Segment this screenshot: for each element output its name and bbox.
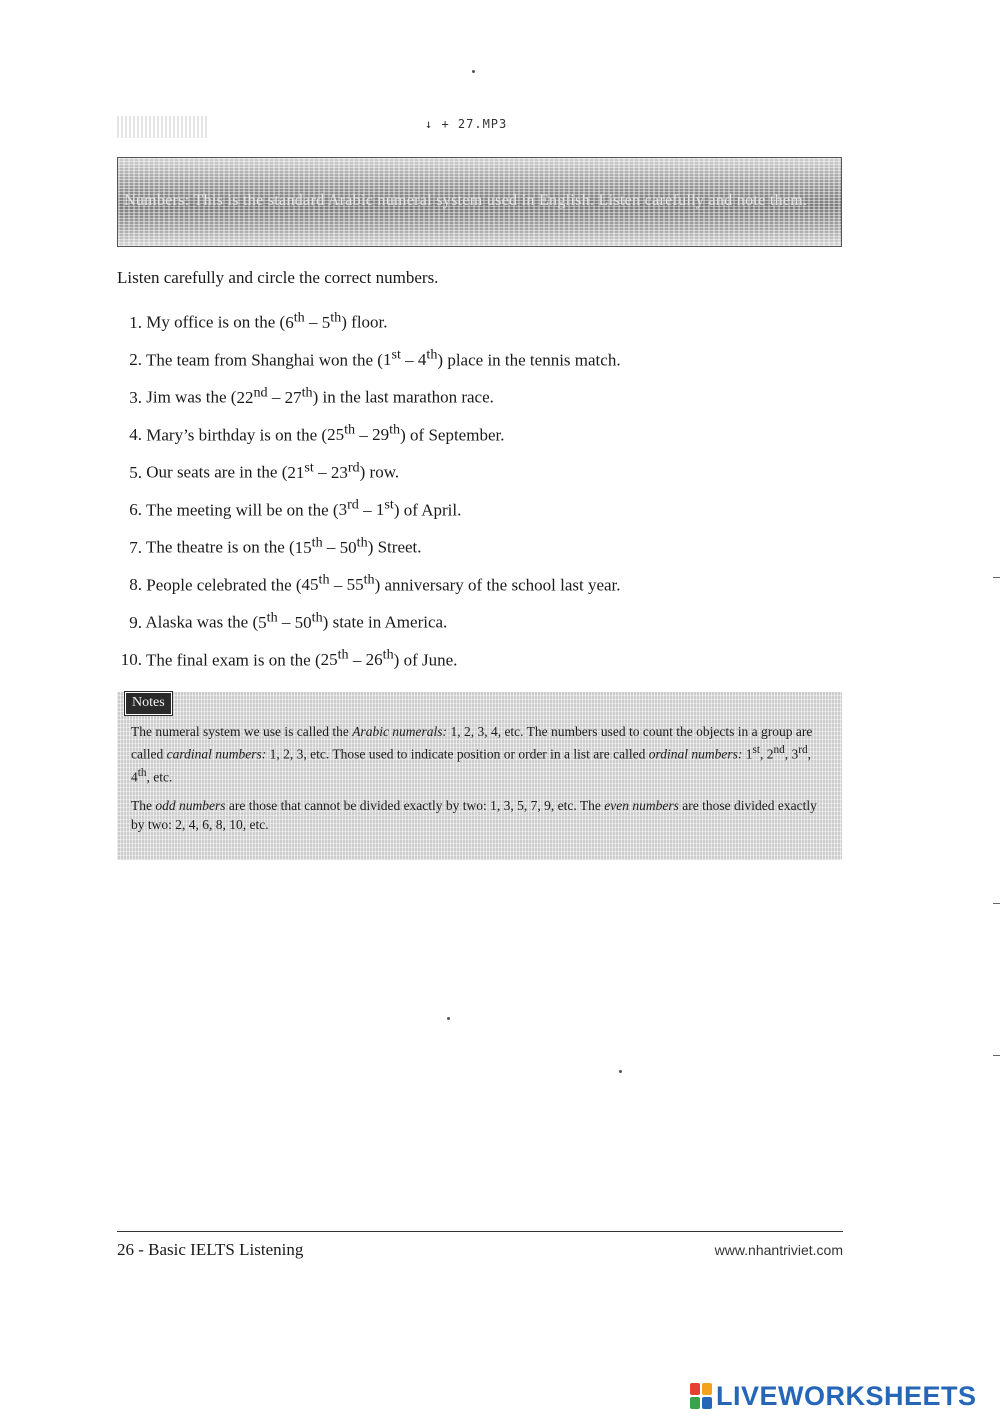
question-item: 1. My office is on the (6th – 5th) floor.	[129, 309, 388, 332]
banner-text: Numbers: This is the standard Arabic numeral system used in English. Listen carefully and note them.	[124, 192, 808, 209]
notes-paragraph: The odd numbers are those that cannot be divided exactly by two: 1, 3, 5, 7, 9, etc. The even numbers are those divided exactly by two: 2, 4, 6, 8, 10, etc.	[131, 798, 817, 832]
question-item: 9. Alaska was the (5th – 50th) state in America.	[129, 609, 448, 632]
scan-speck	[993, 1055, 1000, 1056]
option-b[interactable]: 26th	[365, 646, 394, 670]
option-b[interactable]: 5th	[321, 309, 342, 332]
scan-speck	[472, 70, 475, 73]
audio-track-label: ↓ + 27.MP3	[425, 117, 508, 131]
option-b[interactable]: 27th	[284, 384, 313, 407]
footer-page-info	[117, 1240, 303, 1260]
liveworksheets-brand[interactable]	[690, 1382, 977, 1410]
audio-icon: ↓ +	[425, 117, 458, 131]
scan-speck	[619, 1070, 622, 1073]
scan-noise	[117, 116, 209, 138]
section-banner	[117, 157, 842, 247]
notes-box	[117, 692, 842, 860]
option-a[interactable]: 22nd	[236, 384, 268, 407]
option-a[interactable]: 6th	[285, 309, 305, 332]
option-a[interactable]: 1st	[382, 346, 401, 370]
scan-speck	[447, 1017, 450, 1020]
book-title: - Basic IELTS Listening	[138, 1240, 304, 1259]
option-b[interactable]: 29th	[372, 421, 401, 445]
scan-speck	[993, 903, 1000, 904]
liveworksheets-logo-icon	[690, 1383, 712, 1409]
option-b[interactable]: 1st	[375, 496, 394, 520]
option-a[interactable]: 21st	[287, 459, 314, 482]
question-item: 7. The theatre is on the (15th – 50th) Street.	[129, 534, 422, 557]
question-item: 6. The meeting will be on the (3rd – 1st) of April.	[129, 496, 462, 520]
option-a[interactable]: 3rd	[338, 496, 359, 520]
option-b[interactable]: 50th	[294, 609, 323, 632]
option-b[interactable]: 4th	[417, 346, 438, 370]
website-link[interactable]: www.nhantriviet.com	[714, 1242, 843, 1258]
notes-badge: Notes	[125, 692, 172, 715]
footer-divider	[117, 1231, 843, 1232]
scan-speck	[993, 577, 1000, 578]
page-number: 26	[117, 1240, 134, 1259]
question-item: 2. The team from Shanghai won the (1st – 4th) place in the tennis match.	[129, 346, 621, 370]
option-a[interactable]: 25th	[327, 421, 356, 445]
option-a[interactable]: 25th	[320, 646, 349, 670]
question-item: 8. People celebrated the (45th – 55th) anniversary of the school last year.	[129, 571, 621, 595]
question-list	[117, 305, 817, 680]
question-item: 10. The final exam is on the (25th – 26th) of June.	[120, 646, 458, 670]
option-b[interactable]: 23rd	[330, 459, 360, 482]
question-item: 3. Jim was the (22nd – 27th) in the last marathon race.	[129, 384, 494, 407]
option-a[interactable]: 5th	[258, 609, 278, 632]
question-item: 5. Our seats are in the (21st – 23rd) row.	[129, 459, 400, 482]
question-item: 4. Mary’s birthday is on the (25th – 29th) of September.	[129, 421, 505, 445]
notes-paragraph: The numeral system we use is called the Arabic numerals: 1, 2, 3, 4, etc. The numbers used to count the objects in a group are called cardinal numbers: 1, 2, 3, etc. Those used to indicate position or order in a list are called ordinal numbers: 1st, 2nd, 3rd, 4th, etc.	[131, 724, 813, 784]
option-b[interactable]: 50th	[339, 534, 368, 557]
instruction: Listen carefully and circle the correct numbers.	[117, 268, 439, 287]
brand-name: LIVEWORKSHEETS	[716, 1380, 977, 1411]
option-b[interactable]: 55th	[346, 571, 375, 595]
option-a[interactable]: 15th	[294, 534, 323, 557]
option-a[interactable]: 45th	[301, 571, 330, 595]
